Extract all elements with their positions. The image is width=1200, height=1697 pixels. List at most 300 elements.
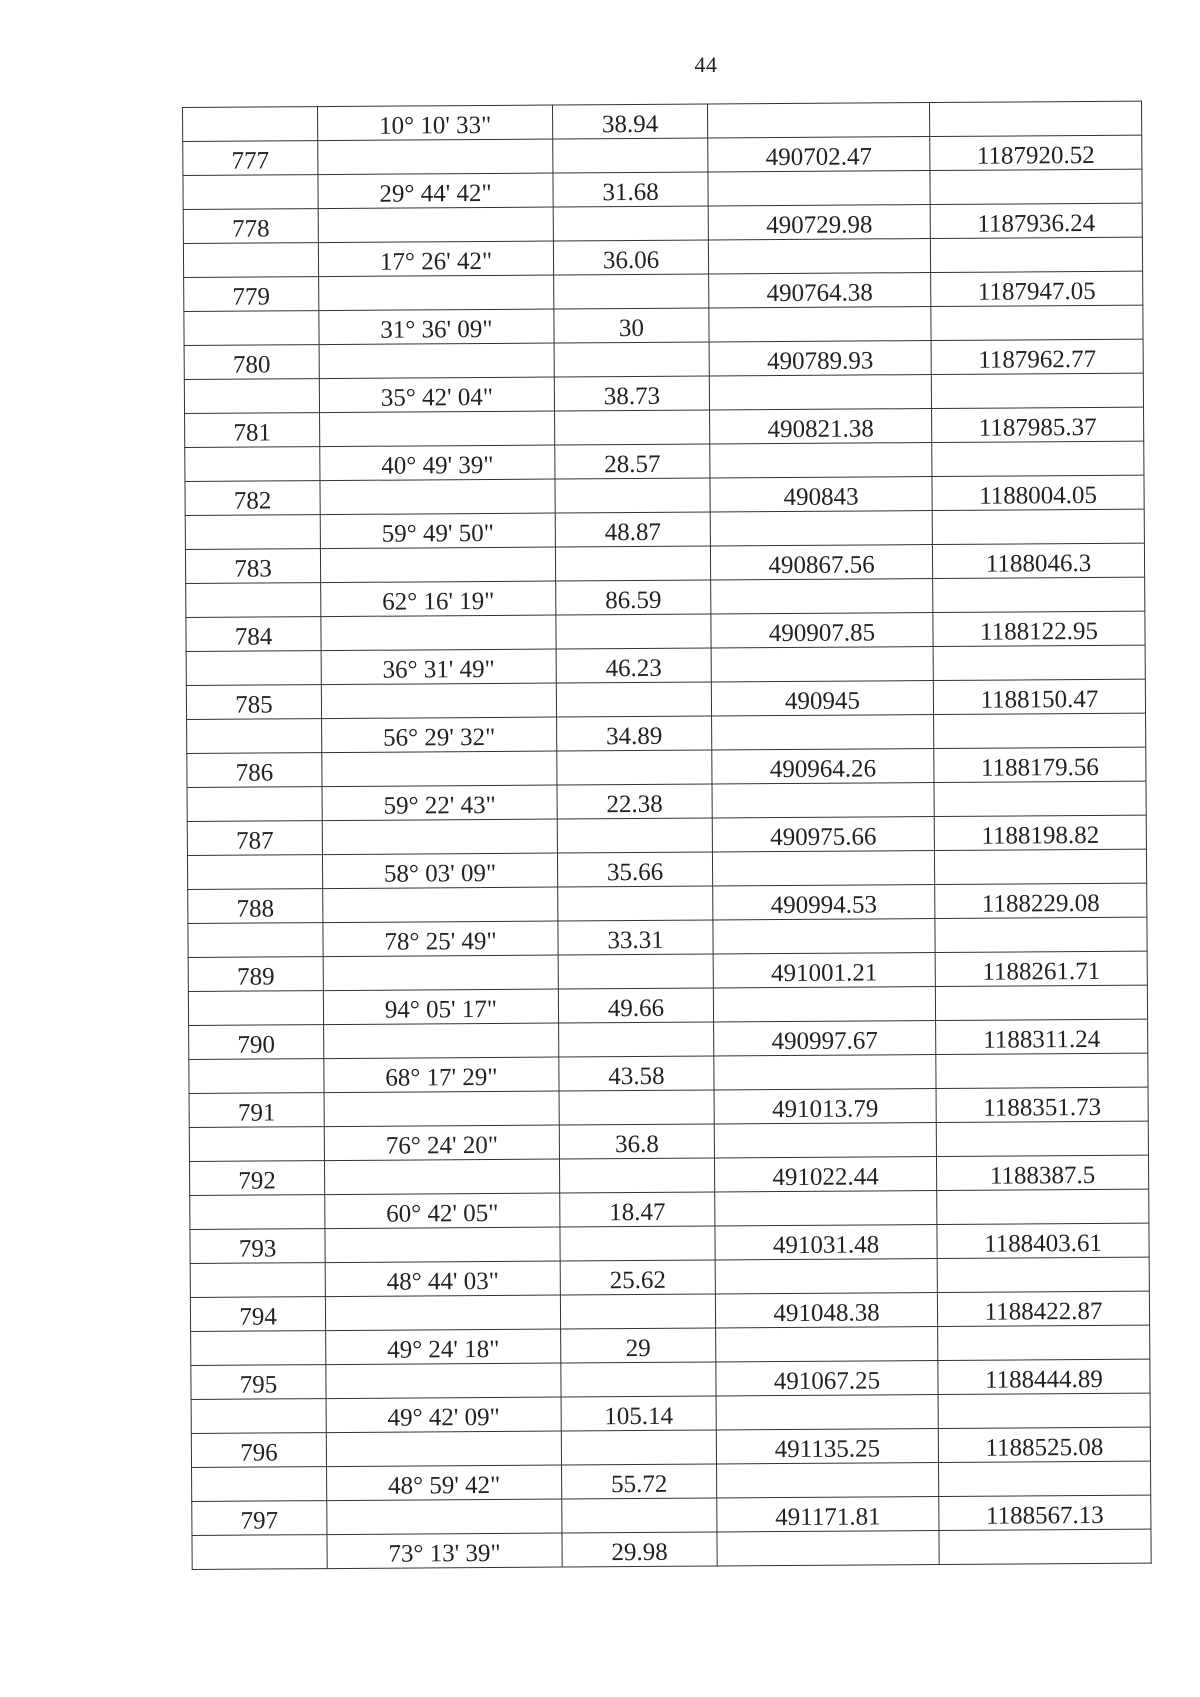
easting-cell [709, 307, 931, 342]
northing-text: 1188261.71 [982, 957, 1101, 986]
easting-text: 491022.44 [772, 1163, 879, 1192]
distance-cell [553, 138, 708, 173]
easting-text: 490764.38 [766, 279, 873, 308]
distance-text: 38.73 [603, 382, 661, 411]
bearing-cell [323, 887, 558, 923]
northing-text: 1188422.87 [984, 1297, 1103, 1326]
northing-text: 1188403.61 [984, 1229, 1103, 1258]
point-id-text: 793 [238, 1235, 277, 1263]
point-id-cell [184, 345, 319, 380]
easting-cell [715, 1293, 937, 1328]
table-row [191, 1427, 1150, 1467]
northing-text: 1188179.56 [980, 753, 1099, 782]
page-number: 44 [694, 52, 718, 77]
bearing-text: 59° 22' 43" [383, 791, 496, 820]
bearing-cell [318, 207, 553, 243]
point-id-cell [186, 651, 321, 686]
easting-text: 491048.38 [773, 1299, 880, 1328]
distance-cell [559, 1056, 714, 1091]
bearing-cell [325, 1295, 560, 1331]
bearing-text: 60° 42' 05" [386, 1199, 499, 1228]
northing-cell [938, 1359, 1150, 1394]
northing-cell [932, 475, 1144, 510]
bearing-cell [320, 479, 555, 515]
bearing-cell [324, 1159, 559, 1195]
bearing-text: 29° 44' 42" [379, 179, 492, 208]
distance-cell [560, 1192, 715, 1227]
point-id-cell [184, 277, 319, 312]
easting-cell [708, 239, 930, 274]
bearing-text: 59° 49' 50" [381, 519, 495, 548]
easting-text: 491067.25 [773, 1367, 881, 1396]
bearing-cell [324, 1023, 559, 1059]
northing-text: 1187920.52 [976, 141, 1095, 170]
easting-cell [709, 341, 931, 376]
northing-cell [938, 1325, 1150, 1360]
distance-text: 38.94 [601, 110, 659, 139]
point-id-text: 789 [236, 963, 275, 991]
table-row [187, 747, 1146, 787]
easting-cell [716, 1361, 938, 1396]
northing-cell [936, 1053, 1148, 1088]
easting-cell [707, 103, 929, 138]
distance-text: 34.89 [605, 722, 663, 751]
point-id-text: 780 [232, 351, 271, 379]
bearing-text: 58° 03' 09" [383, 859, 497, 888]
distance-cell [554, 342, 709, 377]
northing-text: 1188387.5 [989, 1161, 1096, 1190]
easting-text: 491031.48 [772, 1231, 880, 1260]
table-row [191, 1359, 1150, 1399]
northing-cell [934, 713, 1146, 748]
easting-cell [711, 613, 933, 648]
point-id-cell [191, 1331, 326, 1366]
distance-cell [561, 1396, 716, 1431]
distance-cell [555, 410, 710, 445]
bearing-cell [326, 1397, 561, 1433]
easting-text: 491001.21 [771, 959, 878, 988]
distance-cell [561, 1430, 716, 1465]
distance-cell [557, 750, 712, 785]
bearing-text: 49° 24' 18" [387, 1335, 500, 1364]
table-row [190, 1223, 1149, 1263]
distance-cell [553, 206, 708, 241]
northing-cell [933, 645, 1145, 680]
table-row [190, 1291, 1149, 1331]
distance-cell [557, 852, 712, 887]
bearing-cell [322, 853, 557, 889]
northing-cell [929, 101, 1141, 136]
easting-text: 490994.53 [770, 891, 878, 920]
distance-text: 46.23 [605, 654, 662, 683]
distance-cell [555, 512, 710, 547]
northing-cell [933, 679, 1145, 714]
point-id-cell [185, 549, 320, 584]
bearing-text: 73° 13' 39" [388, 1539, 501, 1568]
distance-text: 25.62 [609, 1266, 667, 1295]
bearing-cell [321, 683, 556, 719]
easting-cell [712, 783, 934, 818]
point-id-cell [188, 991, 323, 1026]
northing-cell [937, 1257, 1149, 1292]
northing-text: 1188351.73 [983, 1093, 1102, 1122]
northing-cell [930, 135, 1142, 170]
point-id-cell [188, 957, 323, 992]
bearing-cell [327, 1499, 562, 1535]
point-id-cell [190, 1229, 325, 1264]
bearing-text: 68° 17' 29" [385, 1063, 498, 1092]
distance-cell [556, 580, 711, 615]
table-body [183, 101, 1152, 1569]
bearing-text: 48° 44' 03" [386, 1267, 499, 1296]
distance-cell [555, 478, 710, 513]
distance-text: 36.06 [602, 246, 660, 275]
northing-cell [931, 373, 1143, 408]
point-id-text: 778 [231, 215, 270, 243]
easting-cell [709, 273, 931, 308]
bearing-cell [326, 1329, 561, 1365]
point-id-cell [190, 1195, 325, 1230]
point-id-text: 781 [233, 419, 272, 447]
bearing-cell [325, 1227, 560, 1263]
easting-text: 490729.98 [766, 211, 873, 240]
easting-text: 490821.38 [767, 415, 874, 444]
table-row [188, 951, 1147, 991]
bearing-cell [321, 615, 556, 651]
distance-text: 31.68 [602, 178, 659, 207]
distance-cell [559, 1090, 714, 1125]
easting-cell [712, 817, 934, 852]
easting-text: 490789.93 [766, 347, 874, 376]
distance-cell [553, 172, 708, 207]
northing-cell [935, 951, 1147, 986]
point-id-cell [192, 1535, 327, 1570]
point-id-cell [187, 855, 322, 890]
bearing-cell [324, 1091, 559, 1127]
northing-cell [934, 747, 1146, 782]
distance-cell [558, 954, 713, 989]
distance-text: 18.47 [609, 1198, 666, 1227]
bearing-cell [322, 717, 557, 753]
point-id-text: 783 [234, 555, 272, 583]
distance-text: 49.66 [607, 994, 665, 1023]
point-id-cell [183, 175, 318, 210]
point-id-text: 779 [232, 283, 271, 311]
bearing-cell [319, 275, 554, 311]
point-id-cell [190, 1297, 325, 1332]
point-id-cell [189, 1093, 324, 1128]
distance-text: 33.31 [607, 926, 664, 955]
distance-text: 28.57 [604, 450, 661, 479]
northing-text: 1188150.47 [980, 685, 1099, 714]
point-id-text: 797 [240, 1507, 279, 1535]
bearing-cell [320, 547, 555, 583]
point-id-cell [189, 1059, 324, 1094]
bearing-cell [322, 819, 557, 855]
bearing-text: 94° 05' 17" [384, 995, 498, 1024]
point-id-cell [186, 685, 321, 720]
distance-cell [559, 1022, 714, 1057]
table-row [183, 203, 1142, 243]
northing-cell [930, 169, 1142, 204]
distance-text: 55.72 [610, 1470, 668, 1499]
northing-cell [938, 1427, 1150, 1462]
bearing-cell [319, 343, 554, 379]
easting-cell [708, 171, 930, 206]
point-id-cell [187, 821, 322, 856]
table-row [188, 883, 1147, 923]
bearing-cell [318, 105, 553, 141]
point-id-cell [187, 753, 322, 788]
distance-cell [557, 818, 712, 853]
easting-cell [714, 1157, 936, 1192]
point-id-text: 795 [239, 1371, 278, 1399]
table-row [184, 339, 1143, 379]
distance-cell [560, 1294, 715, 1329]
bearing-text: 49° 42' 09" [387, 1403, 500, 1432]
northing-text: 1188525.08 [985, 1433, 1104, 1462]
bearing-cell [321, 581, 556, 617]
distance-cell [560, 1226, 715, 1261]
bearing-cell [322, 785, 557, 821]
point-id-cell [187, 787, 322, 822]
northing-cell [931, 305, 1143, 340]
distance-cell [552, 104, 707, 139]
northing-cell [932, 543, 1144, 578]
easting-cell [710, 511, 932, 546]
point-id-cell [191, 1433, 326, 1468]
northing-cell [932, 407, 1144, 442]
bearing-text: 48° 59' 42" [387, 1471, 501, 1500]
northing-cell [937, 1189, 1149, 1224]
easting-text: 491013.79 [771, 1095, 879, 1124]
easting-text: 491171.81 [775, 1503, 881, 1532]
point-id-cell [191, 1399, 326, 1434]
distance-text: 35.66 [606, 858, 664, 887]
bearing-cell [320, 513, 555, 549]
distance-cell [556, 614, 711, 649]
bearing-text: 40° 49' 39" [381, 451, 494, 480]
bearing-text: 35° 42' 04" [380, 383, 494, 412]
northing-cell [934, 849, 1146, 884]
distance-cell [559, 1124, 714, 1159]
northing-cell [937, 1223, 1149, 1258]
northing-text: 1188046.3 [985, 549, 1092, 578]
point-id-cell [183, 243, 318, 278]
point-id-text: 785 [235, 691, 273, 719]
point-id-cell [185, 481, 320, 516]
distance-cell [554, 308, 709, 343]
bearing-cell [326, 1363, 561, 1399]
bearing-cell [319, 377, 554, 413]
point-id-cell [186, 583, 321, 618]
easting-cell [713, 953, 935, 988]
northing-text: 1188122.95 [979, 617, 1098, 646]
bearing-text: 10° 10' 33" [378, 111, 492, 140]
distance-cell [553, 240, 708, 275]
table-row [184, 271, 1143, 311]
easting-text: 490702.47 [765, 143, 873, 172]
bearing-cell [320, 445, 555, 481]
distance-cell [562, 1498, 717, 1533]
distance-text: 48.87 [604, 518, 662, 547]
easting-cell [715, 1191, 937, 1226]
bearing-cell [324, 1125, 559, 1161]
easting-cell [716, 1327, 938, 1362]
northing-text: 1187962.77 [978, 345, 1097, 374]
point-id-cell [192, 1501, 327, 1536]
northing-cell [936, 1087, 1148, 1122]
table-row [187, 815, 1146, 855]
easting-cell [713, 885, 935, 920]
distance-text: 86.59 [605, 586, 662, 615]
northing-text: 1188567.13 [985, 1501, 1104, 1530]
bearing-cell [318, 173, 553, 209]
bearing-text: 17° 26' 42" [379, 247, 493, 276]
northing-cell [930, 203, 1142, 238]
easting-cell [714, 1123, 936, 1158]
bearing-text: 62° 16' 19" [382, 587, 495, 616]
point-id-text: 787 [236, 827, 274, 855]
distance-text: 22.38 [606, 790, 663, 819]
easting-cell [711, 681, 933, 716]
bearing-cell [321, 649, 556, 685]
bearing-cell [324, 1057, 559, 1093]
point-id-cell [184, 311, 319, 346]
northing-cell [936, 1155, 1148, 1190]
easting-cell [712, 715, 934, 750]
table-row [189, 1087, 1148, 1127]
distance-cell [558, 886, 713, 921]
easting-text: 490907.85 [768, 619, 876, 648]
table-row [186, 611, 1145, 651]
easting-cell [708, 137, 930, 172]
easting-cell [716, 1395, 938, 1430]
point-id-cell [192, 1467, 327, 1502]
point-id-cell [185, 447, 320, 482]
northing-text: 1188444.89 [984, 1365, 1103, 1394]
distance-cell [554, 274, 709, 309]
northing-cell [933, 611, 1145, 646]
northing-cell [937, 1291, 1149, 1326]
point-id-text: 792 [238, 1167, 276, 1195]
bearing-cell [327, 1533, 562, 1569]
easting-cell [713, 987, 935, 1022]
distance-cell [559, 1158, 714, 1193]
point-id-cell [189, 1025, 324, 1060]
point-id-text: 782 [233, 487, 272, 515]
distance-text: 105.14 [604, 1402, 674, 1431]
point-id-text: 784 [234, 623, 273, 651]
distance-text: 43.58 [608, 1062, 665, 1091]
easting-cell [712, 749, 934, 784]
easting-text: 490997.67 [771, 1027, 878, 1056]
northing-cell [930, 237, 1142, 272]
table-row [185, 407, 1144, 447]
easting-cell [711, 647, 933, 682]
easting-cell [710, 477, 932, 512]
bearing-cell [326, 1431, 561, 1467]
coordinate-table [182, 101, 1152, 1570]
easting-cell [710, 545, 932, 580]
northing-text: 1188229.08 [981, 889, 1100, 918]
point-id-cell [188, 923, 323, 958]
table-row [186, 679, 1145, 719]
point-id-cell [190, 1263, 325, 1298]
easting-cell [717, 1463, 939, 1498]
point-id-cell [188, 889, 323, 924]
point-id-text: 788 [236, 895, 275, 923]
distance-cell [558, 920, 713, 955]
northing-text: 1187947.05 [977, 277, 1096, 306]
easting-cell [715, 1259, 937, 1294]
northing-text: 1187985.37 [978, 413, 1097, 442]
point-id-cell [191, 1365, 326, 1400]
northing-cell [931, 339, 1143, 374]
northing-cell [931, 271, 1143, 306]
point-id-text: 786 [235, 759, 274, 787]
distance-cell [561, 1362, 716, 1397]
northing-text: 1188198.82 [981, 821, 1100, 850]
bearing-cell [320, 411, 555, 447]
northing-cell [939, 1461, 1151, 1496]
table-row [189, 1019, 1148, 1059]
northing-cell [935, 985, 1147, 1020]
point-id-text: 791 [237, 1099, 276, 1127]
distance-cell [556, 682, 711, 717]
bearing-cell [318, 139, 553, 175]
table-row [189, 1155, 1148, 1195]
distance-text: 29.98 [611, 1538, 668, 1567]
point-id-cell [189, 1161, 324, 1196]
point-id-cell [186, 617, 321, 652]
northing-cell [939, 1495, 1151, 1530]
point-id-cell [183, 141, 318, 176]
table-row [185, 475, 1144, 515]
bearing-text: 31° 36' 09" [380, 315, 493, 344]
northing-text: 1187936.24 [977, 209, 1096, 238]
easting-cell [710, 409, 932, 444]
distance-cell [561, 1328, 716, 1363]
easting-text: 490945 [784, 687, 861, 716]
distance-cell [562, 1532, 717, 1567]
table-row [192, 1529, 1151, 1569]
distance-cell [557, 716, 712, 751]
distance-cell [560, 1260, 715, 1295]
bearing-cell [325, 1193, 560, 1229]
easting-cell [708, 205, 930, 240]
easting-cell [709, 375, 931, 410]
northing-cell [936, 1019, 1148, 1054]
point-id-cell [189, 1127, 324, 1162]
bearing-text: 76° 24' 20" [385, 1131, 499, 1160]
distance-cell [562, 1464, 717, 1499]
point-id-cell [185, 413, 320, 448]
easting-cell [715, 1225, 937, 1260]
easting-cell [714, 1089, 936, 1124]
distance-cell [555, 546, 710, 581]
distance-cell [557, 784, 712, 819]
northing-cell [936, 1121, 1148, 1156]
table-row [183, 135, 1142, 175]
easting-text: 491135.25 [774, 1435, 881, 1464]
northing-cell [934, 781, 1146, 816]
easting-text: 490867.56 [768, 551, 875, 580]
point-id-text: 790 [237, 1031, 276, 1059]
distance-text: 36.8 [614, 1130, 659, 1159]
northing-cell [935, 883, 1147, 918]
northing-cell [932, 509, 1144, 544]
